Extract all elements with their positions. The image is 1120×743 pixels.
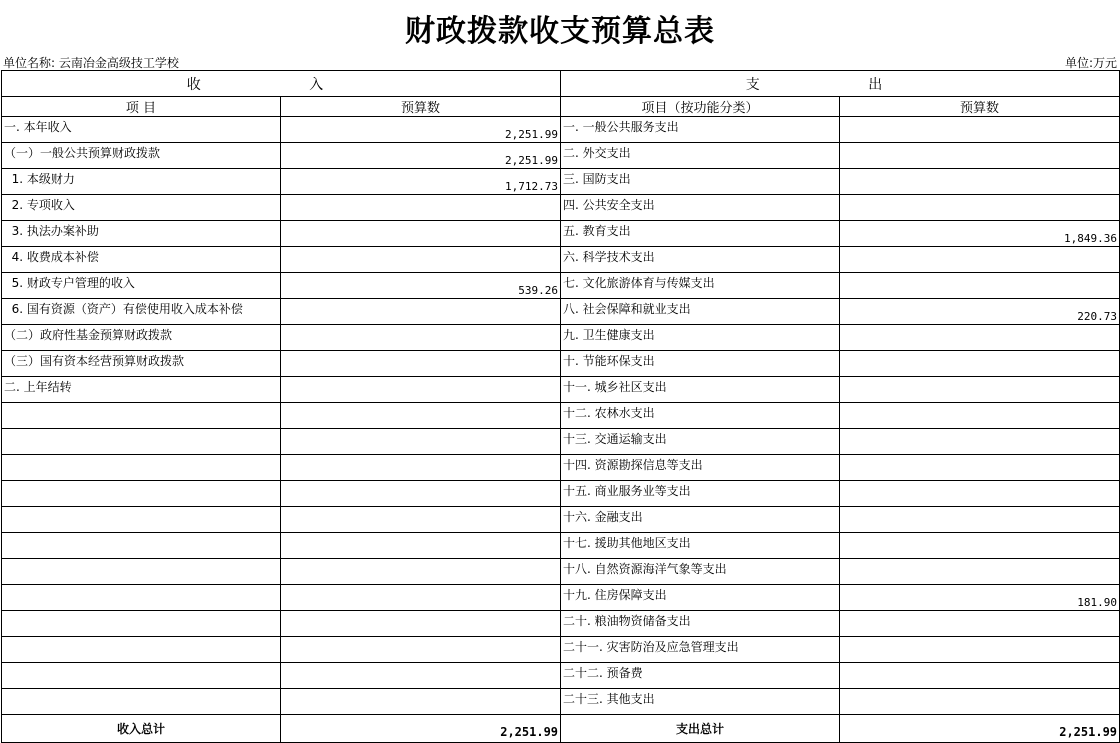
expense-total-value <box>840 715 1120 743</box>
expense-item-cell-text: 四. 公共安全支出 <box>563 198 655 212</box>
header-row-section <box>2 71 1120 97</box>
income-item-cell <box>2 637 281 663</box>
expense-budget-cell-text: 181.90 <box>1077 596 1118 609</box>
income-budget-cell <box>281 637 561 663</box>
income-budget-cell <box>281 195 561 221</box>
income-item-cell <box>2 663 281 689</box>
expense-item-cell <box>561 143 840 169</box>
income-item-header: 项 目 <box>2 97 281 117</box>
expense-item-cell <box>561 377 840 403</box>
income-budget-cell <box>281 299 561 325</box>
income-budget-cell <box>281 533 561 559</box>
expense-item-cell <box>561 585 840 611</box>
income-item-cell-text: （二）政府性基金预算财政拨款 <box>4 328 173 342</box>
income-budget-cell <box>281 611 561 637</box>
expense-budget-cell <box>840 429 1120 455</box>
expense-item-cell-text: 十四. 资源勘探信息等支出 <box>563 458 703 472</box>
expense-budget-cell <box>840 169 1120 195</box>
income-item-cell <box>2 507 281 533</box>
expense-item-cell-text: 二十一. 灾害防治及应急管理支出 <box>563 640 739 654</box>
income-item-cell <box>2 481 281 507</box>
income-item-cell-text: 5. 财政专户管理的收入 <box>4 276 135 290</box>
table-row <box>2 117 1120 143</box>
income-budget-cell <box>281 117 561 143</box>
income-section-header: 收 入 <box>2 71 561 97</box>
expense-item-cell-text: 十八. 自然资源海洋气象等支出 <box>563 562 727 576</box>
expense-item-cell <box>561 611 840 637</box>
expense-total-label <box>561 715 840 743</box>
expense-item-cell <box>561 533 840 559</box>
income-item-cell <box>2 273 281 299</box>
expense-budget-cell <box>840 403 1120 429</box>
expense-budget-cell-text: 220.73 <box>1077 310 1118 323</box>
income-budget-cell <box>281 559 561 585</box>
expense-budget-header: 预算数 <box>840 97 1120 117</box>
expense-item-cell-text: 八. 社会保障和就业支出 <box>563 302 691 316</box>
expense-item-cell <box>561 299 840 325</box>
income-budget-cell-text: 539.26 <box>518 284 559 297</box>
table-row <box>2 533 1120 559</box>
table-row <box>2 585 1120 611</box>
income-item-cell <box>2 195 281 221</box>
income-item-cell <box>2 455 281 481</box>
income-budget-cell <box>281 247 561 273</box>
table-row <box>2 325 1120 351</box>
income-item-cell-text: 6. 国有资源（资产）有偿使用收入成本补偿 <box>4 302 243 316</box>
income-item-cell-text: 二. 上年结转 <box>4 380 72 394</box>
income-item-cell <box>2 533 281 559</box>
table-row <box>2 689 1120 715</box>
expense-item-cell-text: 二十二. 预备费 <box>563 666 643 680</box>
expense-budget-cell <box>840 143 1120 169</box>
budget-table <box>1 70 1120 743</box>
expense-item-cell <box>561 663 840 689</box>
expense-item-cell <box>561 429 840 455</box>
income-budget-cell <box>281 169 561 195</box>
expense-item-cell-text: 十二. 农林水支出 <box>563 406 655 420</box>
expense-budget-cell <box>840 247 1120 273</box>
expense-item-cell-text: 七. 文化旅游体育与传媒支出 <box>563 276 715 290</box>
income-item-cell-text: 1. 本级财力 <box>4 172 75 186</box>
income-budget-cell <box>281 689 561 715</box>
expense-item-cell <box>561 351 840 377</box>
income-item-cell-text: 2. 专项收入 <box>4 198 75 212</box>
expense-item-cell <box>561 169 840 195</box>
income-budget-header: 预算数 <box>281 97 561 117</box>
expense-item-cell-text: 十五. 商业服务业等支出 <box>563 484 691 498</box>
expense-item-cell-text: 二十. 粮油物资储备支出 <box>563 614 691 628</box>
expense-item-cell <box>561 637 840 663</box>
income-item-cell <box>2 299 281 325</box>
table-row <box>2 377 1120 403</box>
income-budget-cell-text: 2,251.99 <box>505 154 559 167</box>
income-item-cell <box>2 689 281 715</box>
expense-item-cell-text: 十九. 住房保障支出 <box>563 588 667 602</box>
expense-budget-cell <box>840 117 1120 143</box>
expense-item-cell-text: 十七. 援助其他地区支出 <box>563 536 691 550</box>
income-item-cell <box>2 325 281 351</box>
table-row <box>2 143 1120 169</box>
expense-budget-cell <box>840 689 1120 715</box>
income-item-cell <box>2 117 281 143</box>
income-item-cell <box>2 585 281 611</box>
income-item-cell-text: （三）国有资本经营预算财政拨款 <box>4 354 185 368</box>
income-budget-cell-text: 1,712.73 <box>505 180 559 193</box>
table-row <box>2 299 1120 325</box>
header-row-columns <box>2 97 1120 117</box>
expense-item-cell-text: 十一. 城乡社区支出 <box>563 380 667 394</box>
expense-item-cell <box>561 507 840 533</box>
expense-budget-cell <box>840 507 1120 533</box>
income-budget-cell <box>281 377 561 403</box>
income-item-cell-text: 一. 本年收入 <box>4 120 72 134</box>
income-item-cell <box>2 611 281 637</box>
expense-item-cell <box>561 117 840 143</box>
income-budget-cell <box>281 143 561 169</box>
unit-label: 单位:万元 <box>1064 56 1117 70</box>
income-budget-cell <box>281 403 561 429</box>
expense-budget-cell <box>840 455 1120 481</box>
expense-budget-cell <box>840 299 1120 325</box>
income-item-cell-text: 3. 执法办案补助 <box>4 224 99 238</box>
income-budget-cell <box>281 507 561 533</box>
income-budget-cell <box>281 429 561 455</box>
income-item-cell <box>2 559 281 585</box>
expense-item-cell <box>561 247 840 273</box>
expense-budget-cell <box>840 325 1120 351</box>
expense-item-cell-text: 三. 国防支出 <box>563 172 631 186</box>
income-budget-cell <box>281 663 561 689</box>
page-title: 财政拨款收支预算总表 <box>405 14 715 49</box>
expense-budget-cell <box>840 195 1120 221</box>
expense-item-cell-text: 一. 一般公共服务支出 <box>563 120 679 134</box>
income-item-cell <box>2 143 281 169</box>
expense-item-cell <box>561 481 840 507</box>
expense-item-cell-text: 十三. 交通运输支出 <box>563 432 667 446</box>
expense-item-cell <box>561 559 840 585</box>
expense-item-cell-text: 六. 科学技术支出 <box>563 250 655 264</box>
table-row <box>2 481 1120 507</box>
expense-budget-cell <box>840 351 1120 377</box>
table-row <box>2 169 1120 195</box>
unit-name: 单位名称: 云南冶金高级技工学校 <box>3 56 179 70</box>
table-row <box>2 637 1120 663</box>
expense-item-cell-text: 二十三. 其他支出 <box>563 692 655 706</box>
income-total-label-text: 收入总计 <box>116 722 165 736</box>
income-item-cell <box>2 377 281 403</box>
expense-item-cell <box>561 403 840 429</box>
income-budget-cell <box>281 273 561 299</box>
table-row <box>2 455 1120 481</box>
expense-budget-cell <box>840 273 1120 299</box>
income-item-cell <box>2 247 281 273</box>
table-row <box>2 663 1120 689</box>
expense-budget-cell <box>840 559 1120 585</box>
income-budget-cell <box>281 585 561 611</box>
income-item-cell <box>2 169 281 195</box>
income-item-cell <box>2 429 281 455</box>
income-budget-cell-text: 2,251.99 <box>505 128 559 141</box>
expense-item-cell <box>561 689 840 715</box>
income-item-cell <box>2 351 281 377</box>
income-item-cell-text: 4. 收费成本补偿 <box>4 250 99 264</box>
income-item-cell <box>2 403 281 429</box>
expense-item-cell-text: 二. 外交支出 <box>563 146 631 160</box>
table-row <box>2 195 1120 221</box>
expense-budget-cell-text: 1,849.36 <box>1064 232 1118 245</box>
expense-budget-cell <box>840 663 1120 689</box>
expense-item-cell-text: 九. 卫生健康支出 <box>563 328 655 342</box>
table-row <box>2 611 1120 637</box>
expense-item-cell <box>561 221 840 247</box>
expense-item-cell <box>561 195 840 221</box>
table-row <box>2 403 1120 429</box>
expense-total-label-text: 支出总计 <box>676 722 725 736</box>
expense-budget-cell <box>840 221 1120 247</box>
table-row <box>2 507 1120 533</box>
table-row <box>2 429 1120 455</box>
expense-budget-cell <box>840 611 1120 637</box>
expense-item-cell-text: 十六. 金融支出 <box>563 510 643 524</box>
table-row <box>2 559 1120 585</box>
expense-budget-cell <box>840 585 1120 611</box>
table-row <box>2 247 1120 273</box>
income-total-value <box>281 715 561 743</box>
expense-item-cell-text: 十. 节能环保支出 <box>563 354 655 368</box>
expense-budget-cell <box>840 377 1120 403</box>
income-total-value-text: 2,251.99 <box>500 725 559 739</box>
table-row <box>2 273 1120 299</box>
expense-section-header: 支 出 <box>561 71 1120 97</box>
expense-total-value-text: 2,251.99 <box>1059 725 1118 739</box>
income-total-label <box>2 715 281 743</box>
table-row <box>2 351 1120 377</box>
income-budget-cell <box>281 351 561 377</box>
income-budget-cell <box>281 325 561 351</box>
expense-budget-cell <box>840 637 1120 663</box>
expense-item-header: 项目（按功能分类） <box>561 97 840 117</box>
expense-item-cell <box>561 273 840 299</box>
income-item-cell-text: （一）一般公共预算财政拨款 <box>4 146 161 160</box>
expense-item-cell <box>561 455 840 481</box>
income-budget-cell <box>281 455 561 481</box>
total-row <box>2 715 1120 743</box>
table-row <box>2 221 1120 247</box>
income-item-cell <box>2 221 281 247</box>
expense-item-cell-text: 五. 教育支出 <box>563 224 631 238</box>
income-budget-cell <box>281 221 561 247</box>
income-budget-cell <box>281 481 561 507</box>
expense-budget-cell <box>840 533 1120 559</box>
expense-budget-cell <box>840 481 1120 507</box>
expense-item-cell <box>561 325 840 351</box>
